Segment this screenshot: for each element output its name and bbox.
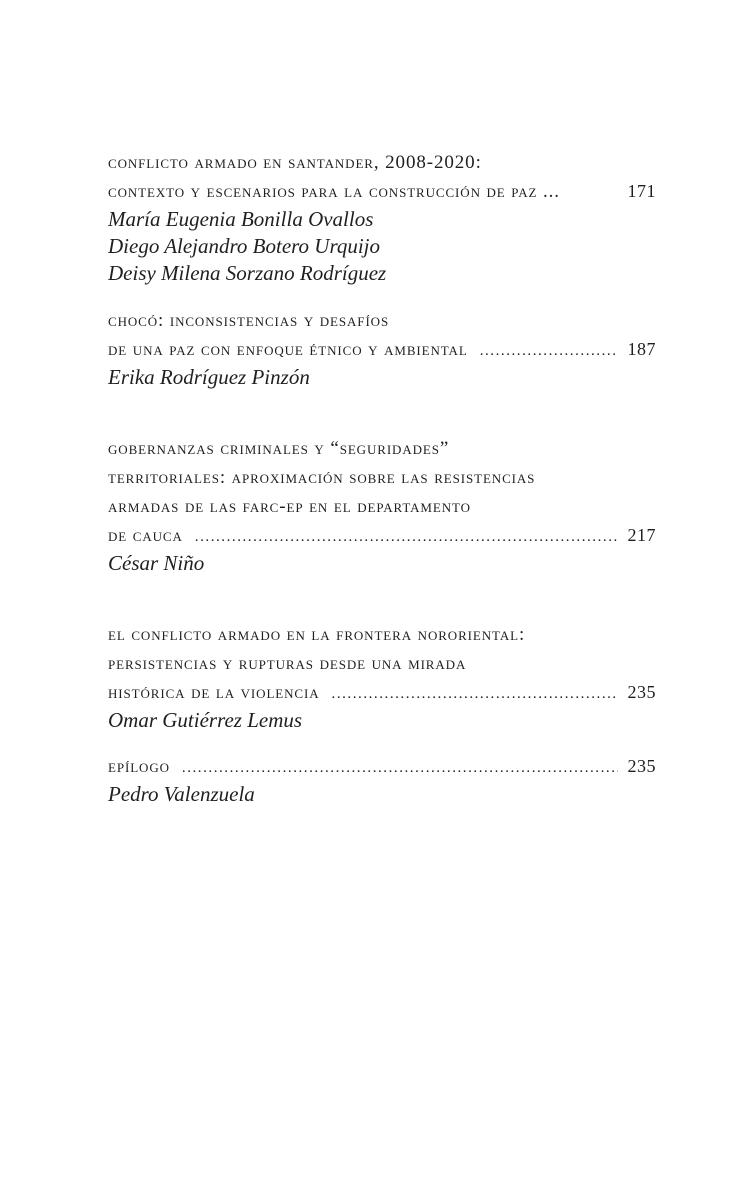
page-number: 235 — [627, 682, 656, 702]
entry-title-line — [108, 678, 656, 707]
author-name: Erika Rodríguez Pinzón — [108, 365, 310, 389]
entry-title-text: conflicto armado en santander, 2008-2020: — [108, 152, 482, 173]
author-name: Diego Alejandro Botero Urquijo — [108, 234, 381, 258]
entry-title-text: epílogo — [108, 756, 170, 777]
dot-leader — [182, 754, 618, 783]
entry-title-line — [108, 620, 656, 649]
page-number: 187 — [627, 339, 656, 359]
entry-title-text: histórica de la violencia — [108, 682, 320, 703]
author-name: Deisy Milena Sorzano Rodríguez — [108, 261, 387, 285]
author-name: Pedro Valenzuela — [108, 782, 255, 806]
toc-entry — [108, 620, 656, 734]
dot-leader — [195, 523, 618, 552]
entry-title-line — [108, 463, 656, 492]
entry-title-line — [108, 492, 656, 521]
entry-title-line — [108, 177, 656, 206]
toc-entry — [108, 752, 656, 808]
entry-title-line — [108, 148, 656, 177]
toc-entry — [108, 306, 656, 391]
entry-title-line — [108, 752, 656, 781]
page-number: 217 — [627, 525, 656, 545]
page-number: 171 — [627, 181, 656, 201]
entry-title-text: el conflicto armado en la frontera nororiental: — [108, 624, 526, 645]
page-number: 235 — [627, 756, 656, 776]
author-name: María Eugenia Bonilla Ovallos — [108, 207, 374, 231]
entry-title-text: persistencias y rupturas desde una mirada — [108, 653, 467, 674]
dot-leader — [480, 337, 618, 366]
author-name: César Niño — [108, 551, 205, 575]
entry-title-text: chocó: inconsistencias y desafíos — [108, 310, 390, 331]
entry-title-text: gobernanzas criminales y “seguridades” — [108, 438, 450, 459]
dot-leader — [332, 680, 618, 709]
entry-title-text: territoriales: aproximación sobre las resistencias — [108, 467, 536, 488]
entry-title-line — [108, 306, 656, 335]
entry-title-line — [108, 335, 656, 364]
entry-title-line — [108, 521, 656, 550]
author-name: Omar Gutiérrez Lemus — [108, 708, 303, 732]
toc-entry — [108, 434, 656, 577]
toc-entry — [108, 148, 656, 287]
entry-title-text: contexto y escenarios para la construcción de paz ... — [108, 181, 560, 202]
entry-title-text: de cauca — [108, 525, 183, 546]
entry-title-text: armadas de las farc-ep en el departamento — [108, 496, 471, 517]
entry-title-line — [108, 434, 656, 463]
entry-title-text: de una paz con enfoque étnico y ambiental — [108, 339, 468, 360]
entry-title-line — [108, 649, 656, 678]
